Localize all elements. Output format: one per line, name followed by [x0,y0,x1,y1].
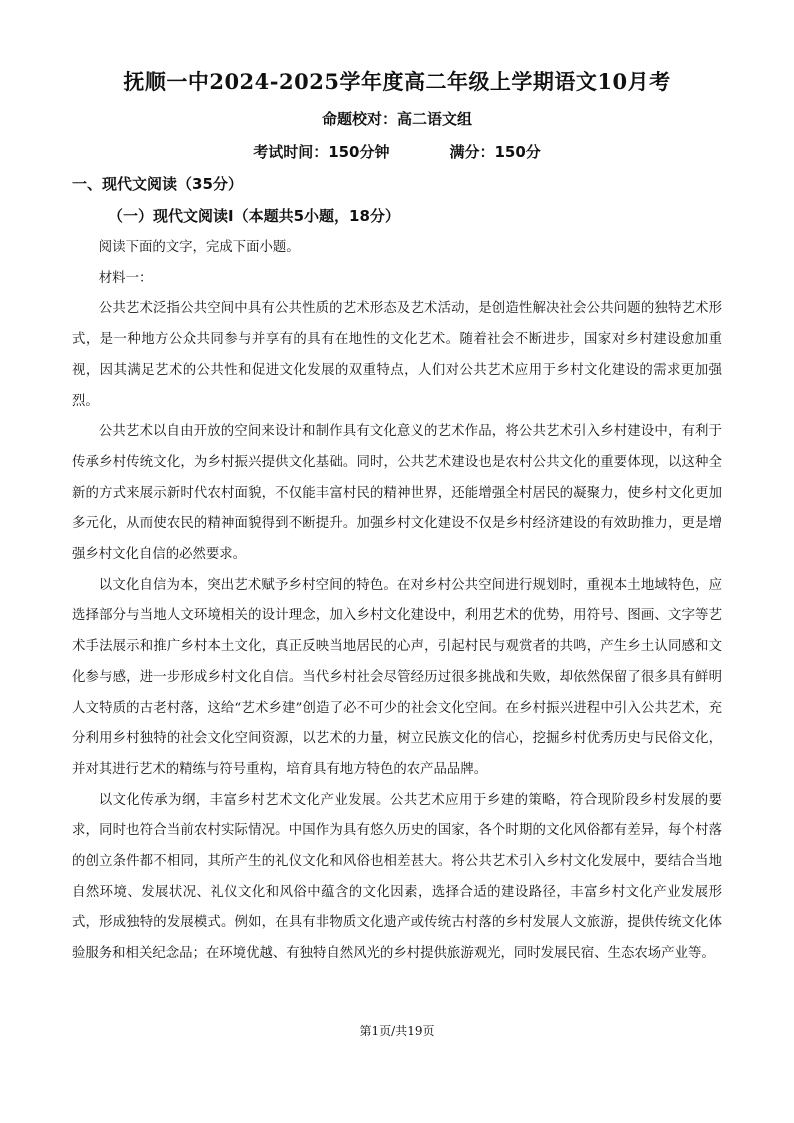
subsection-heading: （一）现代文阅读Ⅰ（本题共5小题，18分） [108,207,400,225]
exam-score: 满分：150分 [449,143,541,161]
exam-title: 抚顺一中2024-2025学年度高二年级上学期语文10月考 [123,69,671,94]
paragraph-4: 以文化传承为纲，丰富乡村艺术文化产业发展。公共艺术应用于乡建的策略，符合现阶段乡村发展的要求，同时也符合当前农村实际情况。中国作为具有悠久历史的国家，各个时期的文化风俗都有差异，每个村落的创立条件都不相同，其所产生的礼仪文化和风俗也相差甚大。将公共艺术引入乡村文化发展中，要结合当地自然环境、发展状况、礼仪文化和风俗中蕴含的文化因素，选择合适的建设路径，丰富乡村文化产业发展形式，形成独特的发展模式。例如，在具有非物质文化遗产或传统古村落的乡村发展人文旅游，提供传统文化体验服务和相关纪念品；在环境优越、有独特自然风光的乡村提供旅游观光，同时发展民宿、生态农场产业等。 [72,792,722,962]
paragraph-2: 公共艺术以自由开放的空间来设计和制作具有文化意义的艺术作品，将公共艺术引入乡村建设中，有利于传承乡村传统文化，为乡村振兴提供文化基础。同时，公共艺术建设也是农村公共文化的重要体现，以这种全新的方式来展示新时代农村面貌，不仅能丰富村民的精神世界，还能增强全村居民的凝聚力，使乡村文化更加多元化，从而使农民的精神面貌得到不断提升。加强乡村文化建设不仅是乡村经济建设的有效助推力，更是增强乡村文化自信的必然要求。 [72,424,722,563]
section-heading: 一、现代文阅读（35分） [72,175,243,193]
paragraph-1: 公共艺术泛指公共空间中具有公共性质的艺术形态及艺术活动，是创造性解决社会公共问题的独特艺术形式，是一种地方公众共同参与并享有的具有在地性的文化艺术。随着社会不断进步，国家对乡村建设愈加重视，因其满足艺术的公共性和促进文化发展的双重特点，人们对公共艺术应用于乡村文化建设的需求更加强烈。 [72,301,722,409]
reading-passage [72,233,722,970]
paragraph-3: 以文化自信为本，突出艺术赋予乡村空间的特色。在对乡村公共空间进行规划时，重视本土地域特色，应选择部分与当地人文环境相关的设计理念，加入乡村文化建设中，利用艺术的优势，用符号、图画、文字等艺术手法展示和推广乡村本土文化，真正反映当地居民的心声，引起村民与观赏者的共鸣，产生乡土认同感和文化参与感，进一步形成乡村文化自信。当代乡村社会尽管经历过很多挑战和失败，却依然保留了很多具有鲜明人文特质的古老村落，这给“艺术乡建”创造了必不可少的社会文化空间。在乡村振兴进程中引入公共艺术，充分利用乡村独特的社会文化空间资源，以艺术的力量，树立民族文化的信心，挖掘乡村优秀历史与民俗文化，并对其进行艺术的精练与符号重构，培育具有地方特色的农产品品牌。 [72,577,722,777]
exam-time: 考试时间：150分钟 [253,143,390,161]
proposer-line: 命题校对：高二语文组 [321,110,472,128]
material-label: 材料一： [98,270,153,286]
page-number: 第1页/共19页 [359,1024,435,1038]
exam-info-line [0,141,794,162]
instruction-text: 阅读下面的文字，完成下面小题。 [98,240,300,255]
